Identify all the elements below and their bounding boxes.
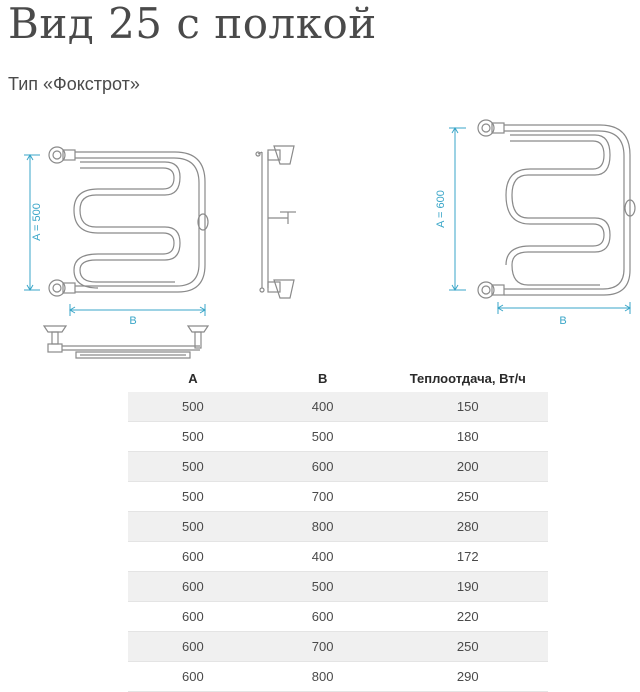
left-width-label: B — [129, 315, 137, 327]
shelf-top-view — [44, 326, 208, 358]
cell-heat: 250 — [388, 632, 548, 662]
cell-heat: 190 — [388, 572, 548, 602]
cell-b: 400 — [258, 392, 388, 422]
cell-heat: 172 — [388, 542, 548, 572]
side-view — [256, 146, 296, 298]
cell-a: 500 — [128, 452, 258, 482]
table-row — [128, 572, 548, 602]
cell-heat: 250 — [388, 482, 548, 512]
table-row — [128, 632, 548, 662]
cell-b: 500 — [258, 422, 388, 452]
cell-b: 500 — [258, 572, 388, 602]
cell-a: 500 — [128, 392, 258, 422]
table-header-row — [128, 364, 548, 392]
cell-heat: 220 — [388, 602, 548, 632]
table-row — [128, 482, 548, 512]
cell-heat: 200 — [388, 452, 548, 482]
cell-b: 600 — [258, 452, 388, 482]
header-a: A — [188, 370, 198, 386]
cell-a: 500 — [128, 482, 258, 512]
spec-table — [128, 364, 548, 692]
cell-a: 600 — [128, 602, 258, 632]
front-view-500 — [49, 147, 208, 296]
cell-heat: 290 — [388, 662, 548, 692]
cell-heat: 280 — [388, 512, 548, 542]
cell-b: 700 — [258, 632, 388, 662]
table-row — [128, 602, 548, 632]
cell-a: 500 — [128, 422, 258, 452]
cell-b: 800 — [258, 512, 388, 542]
header-heat-output: Теплоотдача, Вт/ч — [409, 370, 526, 386]
page-title: Вид 25 с полкой — [8, 0, 377, 48]
cell-b: 800 — [258, 662, 388, 692]
cell-b: 400 — [258, 542, 388, 572]
left-height-label: A = 500 — [31, 203, 43, 241]
right-height-label: A = 600 — [435, 190, 447, 228]
cell-a: 600 — [128, 572, 258, 602]
right-width-label: B — [559, 315, 567, 327]
table-row — [128, 452, 548, 482]
header-b: B — [317, 370, 328, 386]
table-row — [128, 422, 548, 452]
front-view-600 — [478, 120, 635, 298]
cell-a: 600 — [128, 662, 258, 692]
page-subtitle: Тип «Фокстрот» — [8, 74, 140, 94]
table-row — [128, 392, 548, 422]
cell-heat: 150 — [388, 392, 548, 422]
cell-heat: 180 — [388, 422, 548, 452]
table-row — [128, 662, 548, 692]
towel-rail-diagram — [0, 100, 640, 365]
cell-b: 700 — [258, 482, 388, 512]
cell-b: 600 — [258, 602, 388, 632]
table-row — [128, 512, 548, 542]
table-row — [128, 542, 548, 572]
cell-a: 500 — [128, 512, 258, 542]
cell-a: 600 — [128, 632, 258, 662]
cell-a: 600 — [128, 542, 258, 572]
